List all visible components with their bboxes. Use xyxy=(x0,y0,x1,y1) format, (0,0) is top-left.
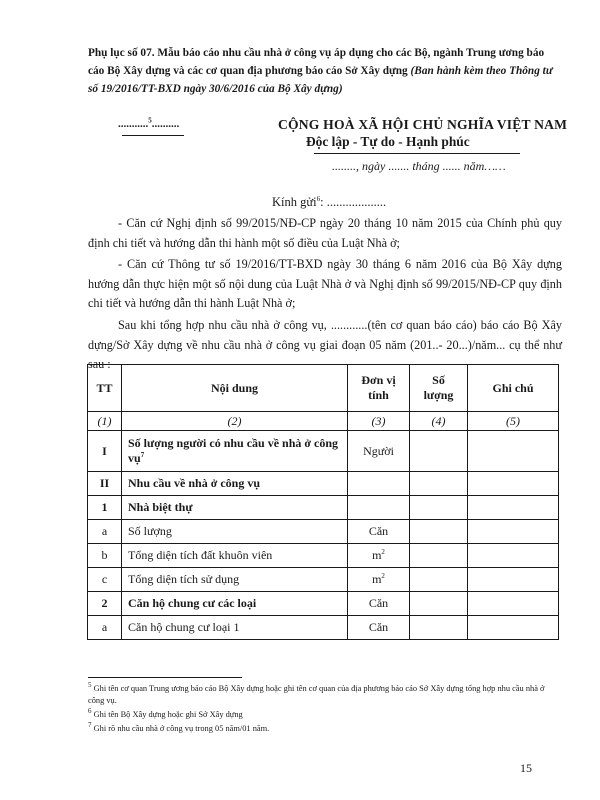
page-number: 15 xyxy=(520,761,532,775)
table-row xyxy=(88,520,559,544)
table-row xyxy=(88,592,559,616)
row-quantity-cell xyxy=(410,544,468,568)
table-row xyxy=(88,496,559,520)
housing-demand-table xyxy=(87,364,559,640)
row-content: Nhu cầu về nhà ở công vụ xyxy=(122,472,348,496)
row-note-cell xyxy=(468,568,559,592)
footnote-6-ref: 6 xyxy=(88,707,92,716)
recipient-value: : ................... xyxy=(320,195,387,209)
row-unit: Căn xyxy=(348,520,410,544)
row-unit: Căn xyxy=(348,616,410,640)
row-tt: I xyxy=(88,431,122,472)
row-quantity-cell xyxy=(410,592,468,616)
footnote-7 xyxy=(88,723,558,735)
row-content: Nhà biệt thự xyxy=(122,496,348,520)
header-note: Ghi chú xyxy=(468,365,559,412)
row-tt: II xyxy=(88,472,122,496)
header-quantity: Số lượng xyxy=(410,365,468,412)
footnote-6-text: Ghi tên Bộ Xây dựng hoặc ghi Sở Xây dựng xyxy=(93,710,243,719)
table-row xyxy=(88,431,559,472)
agency-underline xyxy=(122,135,184,136)
row-note-cell xyxy=(468,616,559,640)
row-tt: c xyxy=(88,568,122,592)
appendix-issuance-note: (Ban hành kèm theo Thông tư số 19/2016/TT-BXD ngày 30/6/2016 của Bộ Xây dựng) xyxy=(88,65,553,95)
row-quantity-cell xyxy=(410,472,468,496)
footnote-7-text: Ghi rõ nhu cầu nhà ở công vụ trong 05 năm/01 năm. xyxy=(93,724,270,733)
col-number: (1) xyxy=(88,412,122,431)
table-row xyxy=(88,544,559,568)
legal-basis-paragraph-2: - Căn cứ Thông tư số 19/2016/TT-BXD ngày 30 tháng 6 năm 2016 của Bộ Xây dựng hướng dẫn thực hiện một số nội dung của Luật Nhà ở và Nghị định số 99/2015/NĐ-CP quy định chi tiết và hướng dẫn thi hành Luật Nhà ở; xyxy=(88,257,562,310)
unit-superscript: 2 xyxy=(381,572,385,580)
row-note-cell xyxy=(468,496,559,520)
appendix-title: Phụ lục số 07. Mẫu báo cáo nhu cầu nhà ở công vụ áp dụng cho các Bộ, ngành Trung ương báo cáo Bộ Xây dựng và các cơ quan địa phương báo cáo Sở Xây dựng xyxy=(88,47,545,77)
agency-dots-left: ........... xyxy=(118,118,149,130)
footnote-5-text: Ghi tên cơ quan Trung ương báo cáo Bộ Xây dựng hoặc ghi tên cơ quan của địa phương báo cáo Sở Xây dựng tổng hợp nhu cầu nhà ở công vụ. xyxy=(88,684,545,705)
unit-text: m xyxy=(372,572,382,586)
row-content: Tổng diện tích sử dụng xyxy=(122,568,348,592)
footnote-5 xyxy=(88,683,558,707)
motto-underline xyxy=(314,153,520,154)
row-note-cell xyxy=(468,592,559,616)
footnote-ref-6: 6 xyxy=(316,194,321,203)
row-content: Căn hộ chung cư các loại xyxy=(122,592,348,616)
row-note-cell xyxy=(468,520,559,544)
footnote-5-ref: 5 xyxy=(88,681,92,690)
appendix-header xyxy=(88,44,558,98)
row-note-cell xyxy=(468,544,559,568)
row-tt: 1 xyxy=(88,496,122,520)
header-tt: TT xyxy=(88,365,122,412)
summary-paragraph: Sau khi tổng hợp nhu cầu nhà ở công vụ, ............(tên cơ quan báo cáo) báo cáo Bộ Xây dựng/Sở Xây dựng về nhu cầu nhà ở công vụ giai đoạn 05 năm (201..- 20...)/năm... cụ thể như sau : xyxy=(88,318,562,371)
row-quantity-cell xyxy=(410,616,468,640)
row-note-cell xyxy=(468,431,559,472)
unit-superscript: 2 xyxy=(381,548,385,556)
header-content: Nội dung xyxy=(122,365,348,412)
row-unit xyxy=(348,568,410,592)
row-tt: b xyxy=(88,544,122,568)
row-unit: Người xyxy=(348,431,410,472)
row-content: Tổng diện tích đất khuôn viên xyxy=(122,544,348,568)
row-unit xyxy=(348,496,410,520)
row-note-cell xyxy=(468,472,559,496)
footnote-separator xyxy=(88,677,242,678)
row-tt: a xyxy=(88,616,122,640)
row-unit xyxy=(348,544,410,568)
national-motto: Độc lập - Tự do - Hạnh phúc xyxy=(306,134,470,149)
row-content xyxy=(122,431,348,472)
row-tt: 2 xyxy=(88,592,122,616)
table-header-row xyxy=(88,365,559,412)
recipient-line xyxy=(272,195,386,210)
row-quantity-cell xyxy=(410,520,468,544)
col-number: (4) xyxy=(410,412,468,431)
row-content: Số lượng xyxy=(122,520,348,544)
row-tt: a xyxy=(88,520,122,544)
agency-name-placeholder xyxy=(118,118,179,130)
table-row xyxy=(88,616,559,640)
row-unit xyxy=(348,472,410,496)
row-quantity-cell xyxy=(410,431,468,472)
agency-dots-right: .......... xyxy=(151,118,180,130)
row-unit: Căn xyxy=(348,592,410,616)
col-number: (3) xyxy=(348,412,410,431)
national-title: CỘNG HOÀ XÃ HỘI CHỦ NGHĨA VIỆT NAM xyxy=(278,117,568,132)
col-number: (2) xyxy=(122,412,348,431)
footnote-7-ref: 7 xyxy=(88,721,92,730)
col-number: (5) xyxy=(468,412,559,431)
row-quantity-cell xyxy=(410,568,468,592)
table-row xyxy=(88,472,559,496)
date-line: ........, ngày ....... tháng ...... năm…… xyxy=(332,159,506,173)
footnote-ref-7: 7 xyxy=(140,451,145,459)
footnote-6 xyxy=(88,709,558,721)
row-content: Căn hộ chung cư loại 1 xyxy=(122,616,348,640)
footnote-ref-5: 5 xyxy=(148,116,152,125)
legal-basis-paragraph-1: - Căn cứ Nghị định số 99/2015/NĐ-CP ngày 20 tháng 10 năm 2015 của Chính phủ quy định chi tiết và hướng dẫn thi hành một số điều của Luật Nhà ở; xyxy=(88,216,562,250)
header-unit: Đơn vị tính xyxy=(348,365,410,412)
recipient-label: Kính gửi xyxy=(272,195,317,209)
row-quantity-cell xyxy=(410,496,468,520)
row-content-text: Số lượng người có nhu cầu về nhà ở công vụ xyxy=(128,436,339,465)
unit-text: m xyxy=(372,548,382,562)
table-row xyxy=(88,568,559,592)
column-number-row xyxy=(88,412,559,431)
